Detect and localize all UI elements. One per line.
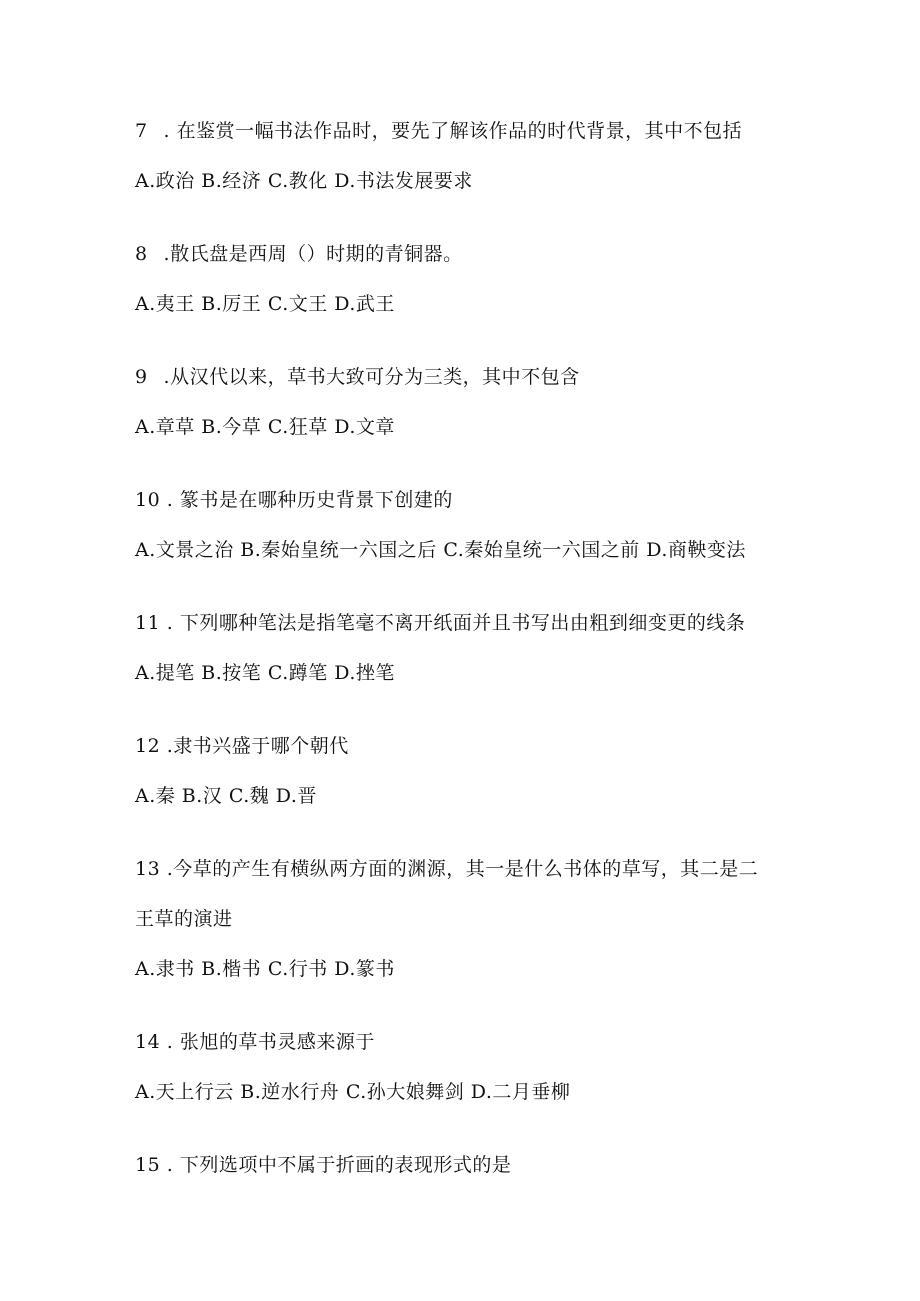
question-10-options: A.文景之治 B.秦始皇统一六国之后 C.秦始皇统一六国之前 D.商鞅变法 — [135, 539, 746, 561]
question-text: . 下列哪种笔法是指笔毫不离开纸面并且书写出由粗到细变更的线条 — [166, 612, 746, 634]
question-8-options: A.夷王 B.厉王 C.文王 D.武王 — [135, 293, 395, 315]
question-14 — [135, 1030, 375, 1054]
question-number: 13 — [135, 858, 161, 880]
question-text: . 张旭的草书灵感来源于 — [166, 1031, 375, 1053]
question-text: .隶书兴盛于哪个朝代 — [166, 735, 349, 757]
question-12 — [135, 734, 349, 758]
question-number: 7 — [135, 120, 148, 142]
question-number: 12 — [135, 735, 161, 757]
question-11-options: A.提笔 B.按笔 C.蹲笔 D.挫笔 — [135, 662, 395, 684]
question-number: 9 — [135, 366, 148, 388]
question-text: . 在鉴赏一幅书法作品时，要先了解该作品的时代背景，其中不包括 — [163, 120, 743, 142]
question-12-options: A.秦 B.汉 C.魏 D.晋 — [135, 785, 317, 807]
question-11 — [135, 611, 745, 635]
question-8 — [135, 242, 463, 266]
question-number: 15 — [135, 1154, 161, 1176]
question-13-text-continued: 王草的演进 — [135, 908, 233, 930]
question-text: .从汉代以来，草书大致可分为三类，其中不包含 — [163, 366, 580, 388]
question-7-options: A.政治 B.经济 C.教化 D.书法发展要求 — [135, 170, 473, 192]
question-number: 10 — [135, 489, 161, 511]
question-7 — [135, 119, 742, 143]
question-number: 11 — [135, 612, 161, 634]
question-text: .今草的产生有横纵两方面的渊源，其一是什么书体的草写，其二是二 — [166, 858, 759, 880]
question-number: 8 — [135, 243, 148, 265]
question-13 — [135, 857, 758, 881]
question-text: .散氏盘是西周（）时期的青铜器。 — [163, 243, 463, 265]
question-10 — [135, 488, 453, 512]
question-text: . 下列选项中不属于折画的表现形式的是 — [166, 1154, 512, 1176]
question-14-options: A.天上行云 B.逆水行舟 C.孙大娘舞剑 D.二月垂柳 — [135, 1081, 571, 1103]
question-number: 14 — [135, 1031, 161, 1053]
question-9-options: A.章草 B.今草 C.狂草 D.文章 — [135, 416, 395, 438]
question-15 — [135, 1153, 511, 1177]
question-13-options: A.隶书 B.楷书 C.行书 D.篆书 — [135, 958, 395, 980]
question-9 — [135, 365, 580, 389]
question-text: . 篆书是在哪种历史背景下创建的 — [166, 489, 453, 511]
